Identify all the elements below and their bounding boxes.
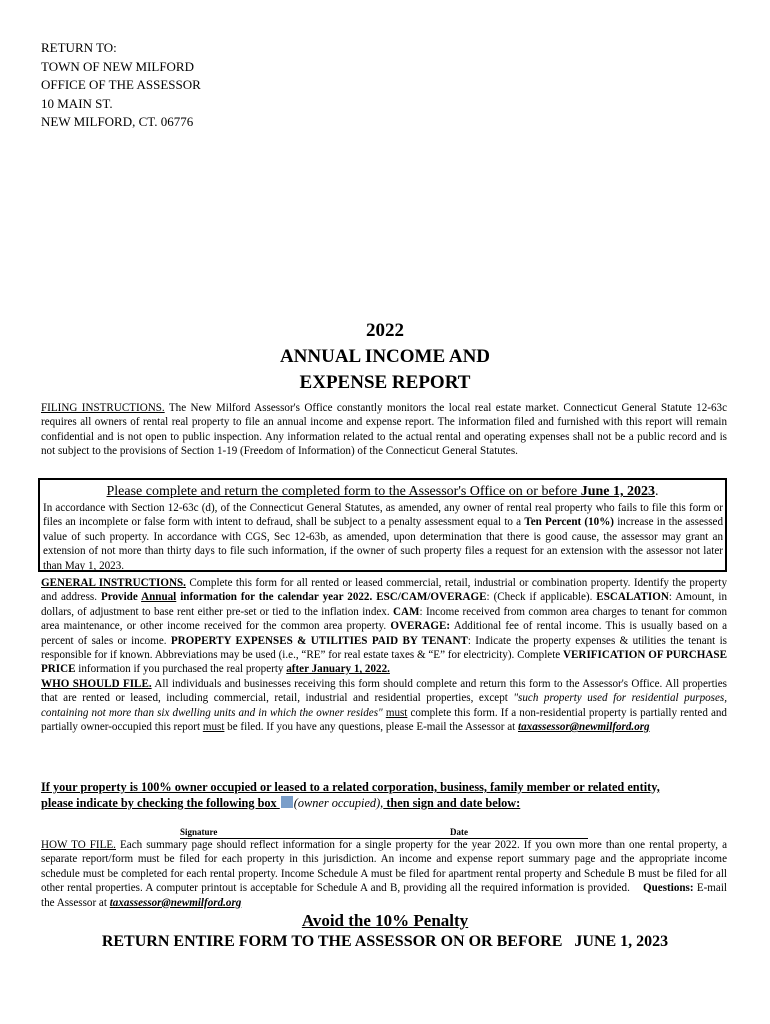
general-text-4: : Income received from common area charges to tenant for common area maintenance, or other income received for the common area property. <box>41 605 728 633</box>
questions-email-link[interactable]: taxassessor@newmilford.org <box>109 896 242 909</box>
deadline-notice-text: Please complete and return the completed form to the Assessor's Office on or before <box>106 484 581 499</box>
penalty-warning: Avoid the 10% Penalty <box>301 911 469 930</box>
return-deadline: RETURN ENTIRE FORM TO THE ASSESSOR ON OR BEFORE JUNE 1, 2023 <box>101 933 669 950</box>
report-title-line2: EXPENSE REPORT <box>299 372 471 393</box>
general-text-7: information if you purchased the real property <box>75 663 287 676</box>
report-title-line1: ANNUAL INCOME AND <box>279 346 491 367</box>
penalty-percent: Ten Percent (10%) <box>524 516 614 529</box>
verification-term: VERIFICATION OF PURCHASE PRICE <box>41 649 727 676</box>
escalation-term: ESCALATION <box>596 591 669 604</box>
deadline-period: . <box>655 484 659 499</box>
must-emphasis-2: must <box>202 721 225 734</box>
owner-occupied-checkbox[interactable] <box>281 796 293 808</box>
purchase-date-term: after January 1, 2022. <box>286 663 390 676</box>
deadline-notice-box <box>38 478 727 572</box>
filing-instructions-heading: FILING INSTRUCTIONS. <box>41 402 165 414</box>
who-text-1: All individuals and businesses receiving this form should complete and return this form to the Assessor's Office. All properties that are rented or leased, including commercial, retail, industrial and residential properties, except <box>41 677 727 705</box>
general-text-6: : Indicate the property expenses & utilities the tenant is responsible for if known. Abbreviations may be used (i.e., “RE” for real estate taxes & “E” for electricity). Complete <box>41 634 727 662</box>
who-should-file-heading: WHO SHOULD FILE. <box>41 677 152 690</box>
must-emphasis: must <box>385 706 408 719</box>
how-to-file <box>41 838 727 910</box>
penalty-notice <box>40 501 725 573</box>
report-year: 2022 <box>366 320 404 341</box>
city-state-zip: NEW MILFORD, CT. 06776 <box>41 114 194 129</box>
owner-occupied-line2 <box>41 795 731 811</box>
general-instructions-heading: GENERAL INSTRUCTIONS. <box>41 577 186 589</box>
general-annual: Annual <box>141 591 177 604</box>
expenses-term: PROPERTY EXPENSES & UTILITIES PAID BY TENANT <box>170 634 468 647</box>
return-address <box>41 39 201 132</box>
deadline-date: June 1, 2023 <box>580 484 656 499</box>
office-name: OFFICE OF THE ASSESSOR <box>41 77 201 92</box>
street-address: 10 MAIN ST. <box>41 95 113 111</box>
general-text-1: Complete this form for all rented or leased commercial, retail, industrial or combination property. Identify the property and address. <box>41 577 727 604</box>
residential-exception-quote: "such property used for residential purposes, containing not more than six dwelling units and in which the owner resides" <box>41 692 728 719</box>
general-text-5: Additional fee of rental income. This is usually based on a percent of sales or income. <box>41 620 728 647</box>
assessor-email-link[interactable]: taxassessor@newmilford.org <box>518 721 650 734</box>
penalty-notice-text2: increase in the assessed value of such property. In accordance with CGS, Sec 12-63b, as amended, upon determination that there is good cause, the assessor may grant an extension of not more than thirty days to file such information, if the owner of such property files a request for an extension with the assessor not later than May 1, 2023. <box>43 516 723 572</box>
owner-occupied-prompt: please indicate by checking the following box <box>41 796 280 810</box>
town-name: TOWN OF NEW MILFORD <box>41 58 194 74</box>
who-text-4: be filed. If you have any questions, please E-mail the Assessor at <box>224 721 519 734</box>
questions-label: Questions: <box>643 882 694 895</box>
owner-occupied-end: then sign and date below: <box>383 796 521 810</box>
filing-instructions-body: The New Milford Assessor's Office constantly monitors the local real estate market. Connecticut General Statute 12-63c requires all owners of rental real property to file an annual income and expense report. The information filed and furnished with this report will remain confidential and is not open to public inspection. Any information related to the actual rental and operating expenses shall not be a public record and is not subject to the provisions of Section 1-19 (Freedom of Information) of the Connecticut General Statutes. <box>41 402 727 458</box>
cam-term: CAM <box>393 605 420 618</box>
how-to-file-heading: HOW TO FILE. <box>41 839 116 851</box>
filing-instructions <box>41 401 727 459</box>
general-bold-1b: information for the calendar year 2022. ESC/CAM/OVERAGE <box>176 591 487 604</box>
owner-occupied-line1: If your property is 100% owner occupied or leased to a related corporation, business, family member or related entity, <box>41 780 660 794</box>
questions-text: E-mail the Assessor at <box>41 882 728 909</box>
return-to-label: RETURN TO: <box>41 40 117 55</box>
who-text-3: complete this form. If a non-residential property is partially rented and partially owner-occupied this report <box>41 706 727 734</box>
general-text-3: : Amount, in dollars, of adjustment to base rent either pre-set or tied to the inflation index. <box>41 591 727 618</box>
general-bold-1: Provide <box>100 591 142 604</box>
owner-occupied-section <box>41 779 731 811</box>
how-to-file-body: Each summary page should reflect information for a single property for the year 2022. If you own more than one rental property, a separate report/form must be filed for each property in this jurisdiction. An income and expense report summary page and the appropriate income schedule must be completed for each rental property. Income Schedule A must be filed for apartment rental property and Schedule B must be filed for all other rental properties. A computer printout is acceptable for Schedule A and B, providing all the required information is provided. <box>41 839 727 895</box>
penalty-notice-text1: In accordance with Section 12-63c (d), of the Connecticut General Statutes, as amended, any owner of rental real property who fails to file this form or files an incomplete or false form with intent to defraud, shall be subject to a penalty assessment equal to a <box>43 502 723 529</box>
general-instructions <box>41 576 727 734</box>
general-text-2: : (Check if applicable). <box>486 591 597 604</box>
signature-label: Signature <box>180 827 218 837</box>
deadline-notice-heading <box>40 483 725 501</box>
date-label: Date <box>450 827 468 837</box>
overage-term: OVERAGE: <box>390 620 451 633</box>
owner-occupied-italic: (owner occupied), <box>293 796 384 810</box>
